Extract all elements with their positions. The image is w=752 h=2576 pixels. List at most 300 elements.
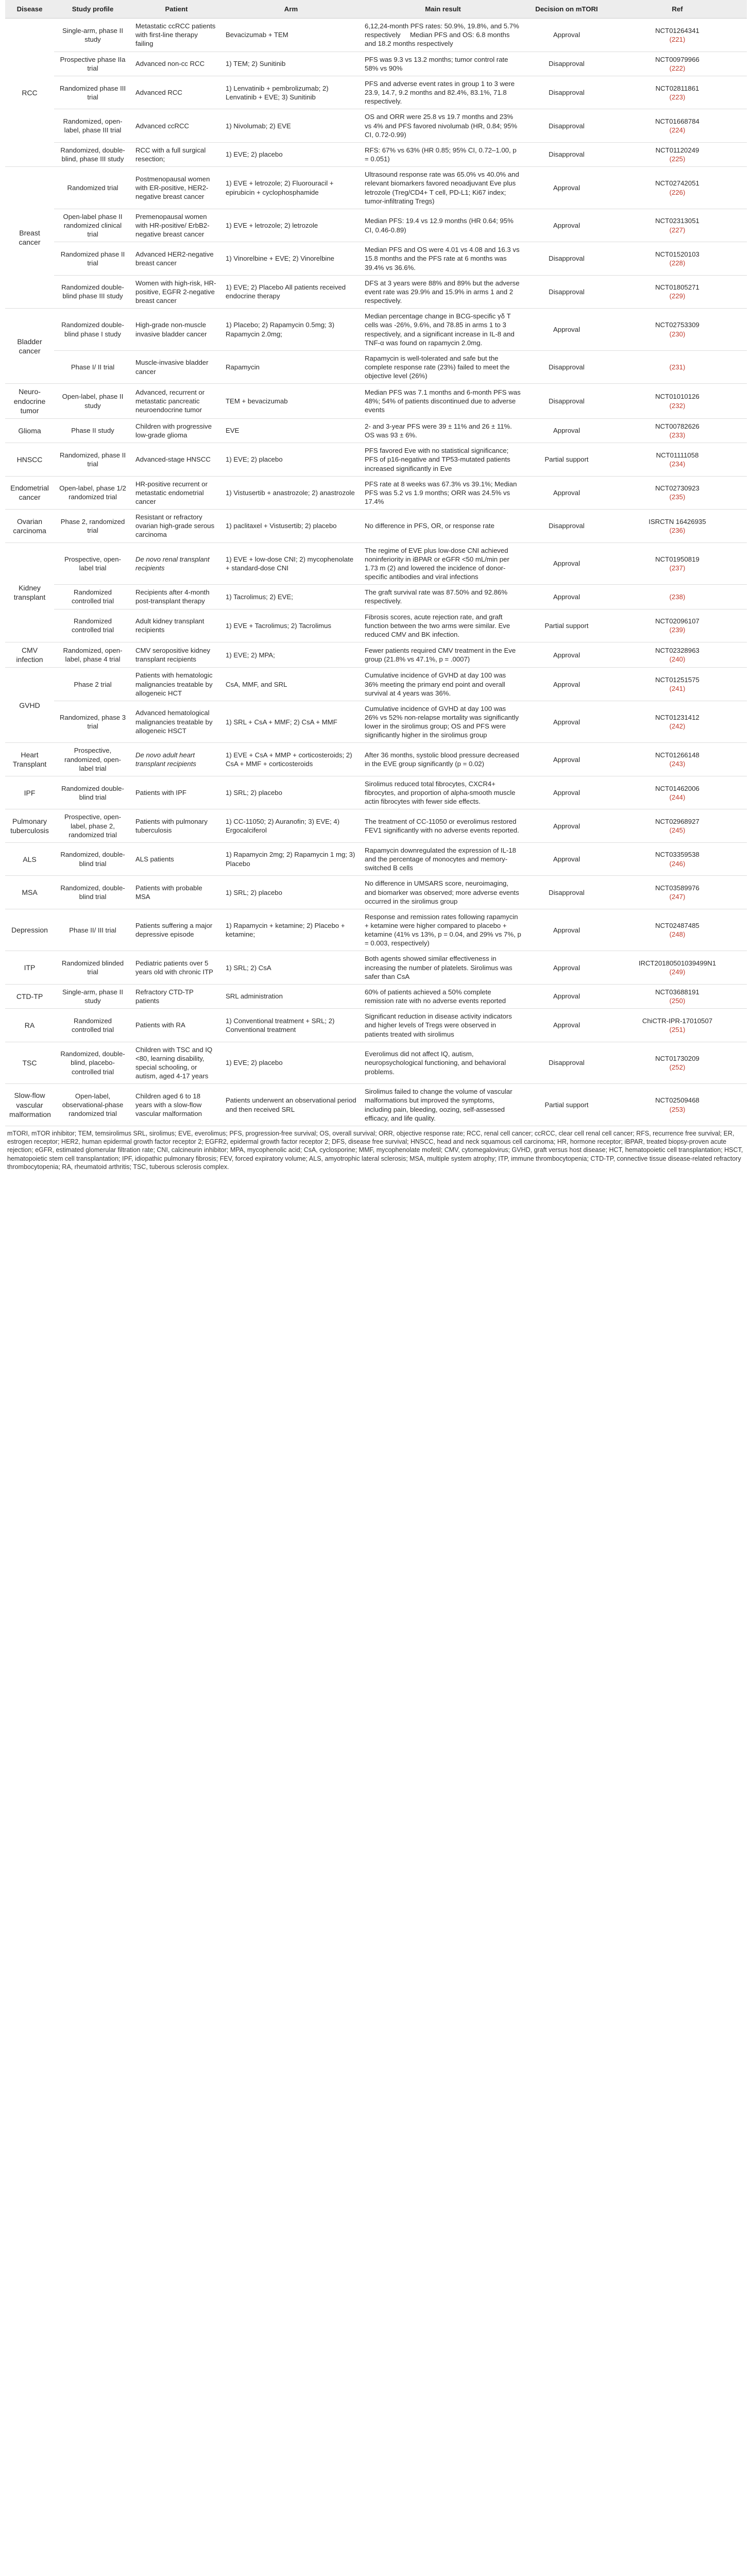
cell-ref xyxy=(608,167,747,209)
cell-main-result: Cumulative incidence of GVHD at day 100 was 26% vs 52% non-relapse mortality was significantly lower in the sirolimus group; OS and PFS were significantly higher in the sirolimus group xyxy=(361,701,525,743)
header-decision: Decision on mTORI xyxy=(525,0,608,19)
trial-id: NCT01805271 xyxy=(655,283,699,292)
cell-ref xyxy=(608,609,747,642)
trial-id: NCT03589976 xyxy=(655,884,699,892)
cell-ref xyxy=(608,809,747,842)
reference-link[interactable]: (223) xyxy=(669,93,686,101)
cell-arm: 1) Lenvatinib + pembrolizumab; 2) Lenvatinib + EVE; 3) Sunitinib xyxy=(221,76,361,109)
cell-study-profile: Open-label phase II randomized clinical trial xyxy=(54,209,131,242)
cell-ref xyxy=(608,1009,747,1042)
cell-decision: Approval xyxy=(525,1009,608,1042)
cell-study-profile: Prospective, randomized, open-label trial xyxy=(54,743,131,776)
cell-main-result: PFS was 9.3 vs 13.2 months; tumor control rate 58% vs 90% xyxy=(361,52,525,76)
cell-arm: 1) EVE; 2) MPA; xyxy=(221,642,361,668)
cell-arm: SRL administration xyxy=(221,984,361,1008)
cell-ref xyxy=(608,510,747,543)
cell-decision: Disapproval xyxy=(525,52,608,76)
cell-study-profile: Randomized phase III trial xyxy=(54,76,131,109)
cell-study-profile: Randomized double-blind phase I study xyxy=(54,309,131,351)
cell-ref xyxy=(608,418,747,443)
cell-decision: Partial support xyxy=(525,1084,608,1126)
cell-study-profile: Prospective, open-label trial xyxy=(54,543,131,585)
table-row xyxy=(5,876,747,909)
reference-link[interactable]: (222) xyxy=(669,64,686,72)
cell-study-profile: Single-arm, phase II study xyxy=(54,19,131,52)
cell-patient: High-grade non-muscle invasive bladder cancer xyxy=(131,309,221,351)
table-row xyxy=(5,384,747,419)
cell-ref xyxy=(608,19,747,52)
cell-disease: Heart Transplant xyxy=(5,743,54,776)
cell-decision: Partial support xyxy=(525,443,608,476)
cell-arm: 1) paclitaxel + Vistusertib; 2) placebo xyxy=(221,510,361,543)
document-page xyxy=(5,0,747,1171)
cell-decision: Approval xyxy=(525,642,608,668)
reference-link[interactable]: (236) xyxy=(669,526,686,534)
reference-link[interactable]: (244) xyxy=(669,793,686,801)
cell-arm: 1) Placebo; 2) Rapamycin 0.5mg; 3) Rapamycin 2.0mg; xyxy=(221,309,361,351)
trial-id: NCT02730923 xyxy=(655,484,699,493)
table-row xyxy=(5,984,747,1008)
reference-link[interactable]: (245) xyxy=(669,826,686,835)
reference-link[interactable]: (227) xyxy=(669,226,686,234)
trial-id: NCT01120249 xyxy=(655,146,699,154)
cell-patient: Children with progressive low-grade glioma xyxy=(131,418,221,443)
reference-link[interactable]: (243) xyxy=(669,760,686,768)
cell-study-profile: Phase II study xyxy=(54,418,131,443)
table-row xyxy=(5,242,747,275)
cell-patient: Advanced HER2-negative breast cancer xyxy=(131,242,221,275)
cell-decision: Disapproval xyxy=(525,242,608,275)
cell-study-profile: Randomized controlled trial xyxy=(54,585,131,609)
table-row xyxy=(5,951,747,984)
cell-main-result: After 36 months, systolic blood pressure decreased in the EVE group significantly (p = 0.02) xyxy=(361,743,525,776)
cell-main-result: PFS rate at 8 weeks was 67.3% vs 39.1%; Median PFS was 5.2 vs 1.9 months; ORR was 24.5% vs 17.4% xyxy=(361,476,525,509)
table-row xyxy=(5,909,747,951)
cell-study-profile: Randomized phase II trial xyxy=(54,242,131,275)
reference-link[interactable]: (232) xyxy=(669,401,686,410)
cell-ref xyxy=(608,951,747,984)
cell-ref xyxy=(608,585,747,609)
cell-arm: 1) SRL; 2) placebo xyxy=(221,876,361,909)
table-row xyxy=(5,1009,747,1042)
cell-decision: Approval xyxy=(525,167,608,209)
header-disease: Disease xyxy=(5,0,54,19)
cell-study-profile: Randomized, double-blind trial xyxy=(54,842,131,875)
cell-patient: Patients with hematologic malignancies treatable by allogeneic HCT xyxy=(131,668,221,701)
reference-link[interactable]: (234) xyxy=(669,460,686,468)
header-ref: Ref xyxy=(608,0,747,19)
reference-link[interactable]: (238) xyxy=(669,592,686,601)
table-row xyxy=(5,109,747,142)
cell-arm: EVE xyxy=(221,418,361,443)
trial-id: NCT02328963 xyxy=(655,647,699,655)
cell-main-result: Median PFS was 7.1 months and 6-month PFS was 48%; 54% of patients discontinued due to adverse events xyxy=(361,384,525,419)
trial-id: NCT01520103 xyxy=(655,250,699,258)
cell-ref xyxy=(608,443,747,476)
cell-main-result: 2- and 3-year PFS were 39 ± 11% and 26 ± 11%. OS was 93 ± 6%. xyxy=(361,418,525,443)
trial-id: NCT01462006 xyxy=(655,784,699,792)
cell-ref xyxy=(608,701,747,743)
cell-patient: Advanced non-cc RCC xyxy=(131,52,221,76)
cell-patient: Resistant or refractory ovarian high-grade serous carcinoma xyxy=(131,510,221,543)
cell-arm: 1) Vistusertib + anastrozole; 2) anastrozole xyxy=(221,476,361,509)
cell-main-result: PFS favored Eve with no statistical significance; PFS of p16-negative and TP53-mutated patients increased significantly in Eve xyxy=(361,443,525,476)
cell-study-profile: Randomized, phase II trial xyxy=(54,443,131,476)
cell-study-profile: Phase 2, randomized trial xyxy=(54,510,131,543)
cell-patient: Premenopausal women with HR-positive/ ErbB2-negative breast cancer xyxy=(131,209,221,242)
cell-arm: 1) Vinorelbine + EVE; 2) Vinorelbine xyxy=(221,242,361,275)
cell-arm: 1) TEM; 2) Sunitinib xyxy=(221,52,361,76)
cell-main-result: Sirolimus reduced total fibrocytes, CXCR4+ fibrocytes, and proportion of alpha-smooth muscle actin fibrocytes with fewer side effects. xyxy=(361,776,525,809)
trial-id: NCT01266148 xyxy=(655,751,699,759)
cell-decision: Approval xyxy=(525,809,608,842)
cell-arm: 1) EVE; 2) placebo xyxy=(221,1042,361,1084)
cell-disease: CTD-TP xyxy=(5,984,54,1008)
cell-decision: Disapproval xyxy=(525,1042,608,1084)
cell-ref xyxy=(608,776,747,809)
reference-link[interactable]: (240) xyxy=(669,655,686,664)
cell-disease: IPF xyxy=(5,776,54,809)
cell-study-profile: Single-arm, phase II study xyxy=(54,984,131,1008)
cell-main-result: Rapamycin downregulated the expression of IL-18 and the percentage of monocytes and memory-switched B cells xyxy=(361,842,525,875)
cell-study-profile: Prospective phase IIa trial xyxy=(54,52,131,76)
trial-id: NCT02968927 xyxy=(655,817,699,825)
cell-main-result: Significant reduction in disease activity indicators and higher levels of Tregs were observed in patients treated with sirolimus xyxy=(361,1009,525,1042)
cell-study-profile: Randomized, double-blind, phase III study xyxy=(54,142,131,166)
table-row xyxy=(5,52,747,76)
cell-patient: Patients suffering a major depressive episode xyxy=(131,909,221,951)
table-row xyxy=(5,275,747,308)
trial-id: NCT01950819 xyxy=(655,555,699,563)
cell-study-profile: Randomized double-blind phase III study xyxy=(54,275,131,308)
cell-study-profile: Prospective, open-label, phase 2, randomized trial xyxy=(54,809,131,842)
reference-link[interactable]: (239) xyxy=(669,626,686,634)
cell-arm: 1) EVE + Tacrolimus; 2) Tacrolimus xyxy=(221,609,361,642)
trial-id: NCT00979966 xyxy=(655,55,699,63)
cell-decision: Approval xyxy=(525,743,608,776)
cell-ref xyxy=(608,543,747,585)
reference-link[interactable]: (247) xyxy=(669,893,686,901)
cell-ref xyxy=(608,142,747,166)
cell-patient: Refractory CTD-TP patients xyxy=(131,984,221,1008)
cell-ref xyxy=(608,242,747,275)
cell-decision: Disapproval xyxy=(525,876,608,909)
header-study-profile: Study profile xyxy=(54,0,131,19)
cell-main-result: Both agents showed similar effectiveness in increasing the number of platelets. Sirolimus was safer than CsA xyxy=(361,951,525,984)
cell-arm: 1) EVE + CsA + MMP + corticosteroids; 2) CsA + MMF + corticosteroids xyxy=(221,743,361,776)
table-row xyxy=(5,668,747,701)
reference-link[interactable]: (221) xyxy=(669,35,686,43)
cell-main-result: Cumulative incidence of GVHD at day 100 was 36% meeting the primary end point and overall survival at 4 years was 36%. xyxy=(361,668,525,701)
table-row xyxy=(5,609,747,642)
cell-ref xyxy=(608,109,747,142)
cell-disease: Pulmonary tuberculosis xyxy=(5,809,54,842)
cell-decision: Approval xyxy=(525,668,608,701)
cell-arm: 1) SRL + CsA + MMF; 2) CsA + MMF xyxy=(221,701,361,743)
cell-disease: RA xyxy=(5,1009,54,1042)
cell-study-profile: Open-label, observational-phase randomized trial xyxy=(54,1084,131,1126)
cell-arm: 1) EVE; 2) placebo xyxy=(221,443,361,476)
cell-decision: Approval xyxy=(525,701,608,743)
table-row xyxy=(5,585,747,609)
cell-study-profile: Randomized blinded trial xyxy=(54,951,131,984)
table-row xyxy=(5,167,747,209)
cell-arm: 1) EVE + letrozole; 2) Fluorouracil + epirubicin + cyclophosphamide xyxy=(221,167,361,209)
cell-main-result: The regime of EVE plus low-dose CNI achieved noninferiority in iBPAR or eGFR <50 mL/min per 1.73 m (2) and lowered the incidence of donor-specific antibodies and viral infections xyxy=(361,543,525,585)
cell-ref xyxy=(608,876,747,909)
table-header-row xyxy=(5,0,747,19)
cell-main-result: Median percentage change in BCG-specific γδ T cells was -26%, 9.6%, and 78.85 in arms 1 to 3 respectively, and a significant increase in IL-8 and TNF-α was found on rapamycin 2.0mg. xyxy=(361,309,525,351)
cell-ref xyxy=(608,1084,747,1126)
cell-disease: CMV infection xyxy=(5,642,54,668)
reference-link[interactable]: (251) xyxy=(669,1025,686,1033)
cell-arm: Rapamycin xyxy=(221,350,361,383)
reference-link[interactable]: (226) xyxy=(669,188,686,196)
cell-decision: Approval xyxy=(525,984,608,1008)
cell-study-profile: Randomized, open-label, phase 4 trial xyxy=(54,642,131,668)
table-row xyxy=(5,743,747,776)
table-row xyxy=(5,76,747,109)
cell-arm: 1) EVE + low-dose CNI; 2) mycophenolate + standard-dose CNI xyxy=(221,543,361,585)
cell-main-result: No difference in PFS, OR, or response rate xyxy=(361,510,525,543)
cell-ref xyxy=(608,384,747,419)
trial-id: ChiCTR-IPR-17010507 xyxy=(642,1016,713,1025)
table-row xyxy=(5,19,747,52)
table-row xyxy=(5,809,747,842)
cell-arm: 1) EVE; 2) Placebo All patients received endocrine therapy xyxy=(221,275,361,308)
trial-id: NCT02509468 xyxy=(655,1096,699,1105)
cell-decision: Approval xyxy=(525,543,608,585)
cell-main-result: Median PFS and OS were 4.01 vs 4.08 and 16.3 vs 15.8 months and the PFS rate at 6 months was 39.4% vs 36.6%. xyxy=(361,242,525,275)
cell-decision: Approval xyxy=(525,842,608,875)
trial-id: NCT03359538 xyxy=(655,851,699,859)
cell-patient: ALS patients xyxy=(131,842,221,875)
cell-patient: Advanced-stage HNSCC xyxy=(131,443,221,476)
cell-decision: Disapproval xyxy=(525,76,608,109)
trial-id: NCT03688191 xyxy=(655,988,699,996)
cell-disease: Depression xyxy=(5,909,54,951)
table-body xyxy=(5,19,747,1126)
table-row xyxy=(5,443,747,476)
trial-id: NCT01010126 xyxy=(655,393,699,401)
reference-link[interactable]: (224) xyxy=(669,126,686,134)
cell-patient: RCC with a full surgical resection; xyxy=(131,142,221,166)
clinical-trials-table xyxy=(5,0,747,1126)
cell-main-result: Fewer patients required CMV treatment in the Eve group (21.8% vs 47.1%, p = .0007) xyxy=(361,642,525,668)
table-row xyxy=(5,776,747,809)
cell-ref xyxy=(608,1042,747,1084)
cell-patient: Advanced, recurrent or metastatic pancreatic neuroendocrine tumor xyxy=(131,384,221,419)
table-footnote: mTORI, mTOR inhibitor; TEM, temsirolimus SRL, sirolimus; EVE, everolimus; PFS, progression-free survival; OS, overall survival; ORR, objective response rate; RCC, renal cell cancer; ccRCC, clear cell renal cell cancer; RFS, recurrence free survival; ER, estrogen receptor; HER2, human epidermal growth factor receptor 2; EGFR2, epidermal growth factor receptor 2; DFS, disease free survival; HNSCC, head and neck squamous cell carcinoma; HR, hormone receptor; iBPAR, treated biopsy-proven acute rejection; eGFR, estimated glomerular filtration rate; CNI, calcineurin inhibitor; MPA, mycophenolic acid; CsA, cyclosporine; MMF, mycophenolate mofetil; CMV, cytomegalovirus; GVHD, graft versus host disease; HCT, hematopoietic cell transplantation; HSCT, hematopoietic stem cell transplantation; IPF, idiopathic pulmonary fibrosis; FEV, forced expiratory volume; ALS, amyotrophic lateral sclerosis; MSA, multiple system atrophy; ITP, immune thrombocytopenia; CTD-TP, connective tissue disease-related refractory thrombocytopenia; RA, rheumatoid arthritis; TSC, tuberous sclerosis complex. xyxy=(7,1129,743,1171)
reference-link[interactable]: (252) xyxy=(669,1063,686,1071)
cell-study-profile: Open-label, phase 1/2 randomized trial xyxy=(54,476,131,509)
cell-patient: Muscle-invasive bladder cancer xyxy=(131,350,221,383)
cell-decision: Approval xyxy=(525,585,608,609)
trial-id: IRCT20180501039499N1 xyxy=(638,959,716,968)
cell-study-profile: Open-label, phase II study xyxy=(54,384,131,419)
cell-patient: Patients with RA xyxy=(131,1009,221,1042)
cell-patient: Advanced ccRCC xyxy=(131,109,221,142)
reference-link[interactable]: (229) xyxy=(669,292,686,300)
cell-arm: Patients underwent an observational period and then received SRL xyxy=(221,1084,361,1126)
cell-disease: Bladder cancer xyxy=(5,309,54,384)
reference-link[interactable]: (241) xyxy=(669,685,686,693)
cell-decision: Approval xyxy=(525,209,608,242)
cell-study-profile: Randomized trial xyxy=(54,167,131,209)
cell-arm: 1) EVE; 2) placebo xyxy=(221,142,361,166)
trial-id: NCT02313051 xyxy=(655,217,699,225)
cell-study-profile: Randomized, double-blind trial xyxy=(54,876,131,909)
cell-study-profile: Randomized controlled trial xyxy=(54,1009,131,1042)
header-main-result: Main result xyxy=(361,0,525,19)
cell-main-result: Everolimus did not affect IQ, autism, neuropsychological functioning, and behavioral problems. xyxy=(361,1042,525,1084)
trial-id: NCT02753309 xyxy=(655,321,699,329)
cell-decision: Approval xyxy=(525,418,608,443)
trial-id: NCT02096107 xyxy=(655,617,699,625)
cell-main-result: The graft survival rate was 87.50% and 92.86% respectively. xyxy=(361,585,525,609)
reference-link[interactable]: (235) xyxy=(669,493,686,501)
cell-patient: Metastatic ccRCC patients with first-line therapy failing xyxy=(131,19,221,52)
table-row xyxy=(5,418,747,443)
cell-disease: HNSCC xyxy=(5,443,54,476)
trial-id: ISRCTN 16426935 xyxy=(648,517,706,526)
reference-link[interactable]: (250) xyxy=(669,997,686,1005)
cell-main-result: OS and ORR were 25.8 vs 19.7 months and 23% vs 4% and PFS favored nivolumab (HR, 0.84; 95% CI, 0.72-0.99) xyxy=(361,109,525,142)
cell-decision: Approval xyxy=(525,776,608,809)
cell-disease: ITP xyxy=(5,951,54,984)
cell-arm: TEM + bevacizumab xyxy=(221,384,361,419)
table-row xyxy=(5,510,747,543)
cell-study-profile: Randomized, phase 3 trial xyxy=(54,701,131,743)
trial-id: NCT01730209 xyxy=(655,1054,699,1062)
cell-arm: 1) Tacrolimus; 2) EVE; xyxy=(221,585,361,609)
trial-id: NCT02742051 xyxy=(655,179,699,188)
cell-study-profile: Randomized, double-blind, placebo-controlled trial xyxy=(54,1042,131,1084)
cell-decision: Disapproval xyxy=(525,275,608,308)
reference-link[interactable]: (248) xyxy=(669,930,686,939)
cell-ref xyxy=(608,476,747,509)
table-row xyxy=(5,642,747,668)
trial-id: NCT01251575 xyxy=(655,675,699,684)
table-row xyxy=(5,209,747,242)
cell-arm: 1) SRL; 2) CsA xyxy=(221,951,361,984)
cell-patient: Pediatric patients over 5 years old with chronic ITP xyxy=(131,951,221,984)
reference-link[interactable]: (230) xyxy=(669,330,686,338)
cell-ref xyxy=(608,76,747,109)
cell-arm: 1) Rapamycin 2mg; 2) Rapamycin 1 mg; 3) Placebo xyxy=(221,842,361,875)
reference-link[interactable]: (249) xyxy=(669,968,686,976)
reference-link[interactable]: (231) xyxy=(669,363,686,371)
cell-main-result: The treatment of CC-11050 or everolimus restored FEV1 significantly with no adverse events reported. xyxy=(361,809,525,842)
cell-main-result: DFS at 3 years were 88% and 89% but the adverse event rate was 29.9% and 15.9% in arms 1 and 2 respectively. xyxy=(361,275,525,308)
reference-link[interactable]: (225) xyxy=(669,155,686,163)
trial-id: NCT01668784 xyxy=(655,117,699,125)
cell-disease: Slow-flow vascular malformation xyxy=(5,1084,54,1126)
cell-ref xyxy=(608,842,747,875)
cell-patient: Children aged 6 to 18 years with a slow-flow vascular malformation xyxy=(131,1084,221,1126)
header-patient: Patient xyxy=(131,0,221,19)
cell-decision: Disapproval xyxy=(525,350,608,383)
cell-decision: Approval xyxy=(525,476,608,509)
cell-patient: Patients with pulmonary tuberculosis xyxy=(131,809,221,842)
cell-patient: Advanced hematological malignancies treatable by allogeneic HSCT xyxy=(131,701,221,743)
cell-ref xyxy=(608,743,747,776)
cell-patient: HR-positive recurrent or metastatic endometrial cancer xyxy=(131,476,221,509)
cell-disease: Breast cancer xyxy=(5,167,54,309)
cell-study-profile: Randomized controlled trial xyxy=(54,609,131,642)
cell-patient: Patients with IPF xyxy=(131,776,221,809)
cell-study-profile: Randomized, open-label, phase III trial xyxy=(54,109,131,142)
cell-study-profile: Phase I/ II trial xyxy=(54,350,131,383)
reference-link[interactable]: (246) xyxy=(669,859,686,868)
cell-patient: Patients with probable MSA xyxy=(131,876,221,909)
cell-ref xyxy=(608,350,747,383)
cell-patient: Postmenopausal women with ER-positive, HER2-negative breast cancer xyxy=(131,167,221,209)
header-arm: Arm xyxy=(221,0,361,19)
reference-link[interactable]: (228) xyxy=(669,259,686,267)
cell-disease: ALS xyxy=(5,842,54,875)
cell-study-profile: Phase II/ III trial xyxy=(54,909,131,951)
cell-decision: Disapproval xyxy=(525,142,608,166)
cell-patient: Recipients after 4-month post-transplant therapy xyxy=(131,585,221,609)
trial-id: NCT02487485 xyxy=(655,921,699,929)
trial-id: NCT01264341 xyxy=(655,26,699,35)
table-row xyxy=(5,1084,747,1126)
cell-ref xyxy=(608,984,747,1008)
trial-id: NCT01231412 xyxy=(655,714,699,721)
cell-patient: Adult kidney transplant recipients xyxy=(131,609,221,642)
reference-link[interactable]: (233) xyxy=(669,431,686,439)
table-row xyxy=(5,142,747,166)
trial-id: NCT02811861 xyxy=(655,84,699,92)
cell-ref xyxy=(608,668,747,701)
reference-link[interactable]: (253) xyxy=(669,1105,686,1113)
cell-arm: 1) Conventional treatment + SRL; 2) Conventional treatment xyxy=(221,1009,361,1042)
cell-decision: Approval xyxy=(525,951,608,984)
cell-main-result: Sirolimus failed to change the volume of vascular malformations but improved the symptoms, including pain, bleeding, oozing, self-assessed efficacy, and life quality. xyxy=(361,1084,525,1126)
cell-ref xyxy=(608,642,747,668)
cell-patient: Women with high-risk, HR-positive, EGFR 2-negative breast cancer xyxy=(131,275,221,308)
trial-id: NCT01111058 xyxy=(656,451,699,459)
cell-main-result: Rapamycin is well-tolerated and safe but the complete response rate (23%) failed to meet the objective level (26%) xyxy=(361,350,525,383)
cell-disease: RCC xyxy=(5,19,54,167)
cell-arm: Bevacizumab + TEM xyxy=(221,19,361,52)
cell-study-profile: Phase 2 trial xyxy=(54,668,131,701)
cell-patient: De novo adult heart transplant recipients xyxy=(131,743,221,776)
cell-ref xyxy=(608,909,747,951)
cell-decision: Approval xyxy=(525,909,608,951)
reference-link[interactable]: (242) xyxy=(669,722,686,731)
cell-disease: TSC xyxy=(5,1042,54,1084)
reference-link[interactable]: (237) xyxy=(669,564,686,572)
cell-decision: Disapproval xyxy=(525,384,608,419)
cell-ref xyxy=(608,309,747,351)
cell-decision: Disapproval xyxy=(525,109,608,142)
cell-main-result: PFS and adverse event rates in group 1 to 3 were 23.9, 14.7, 9.2 months and 82.4%, 83.1%, 71.8 respectively. xyxy=(361,76,525,109)
cell-study-profile: Randomized double-blind trial xyxy=(54,776,131,809)
cell-disease: MSA xyxy=(5,876,54,909)
cell-ref xyxy=(608,209,747,242)
cell-decision: Disapproval xyxy=(525,510,608,543)
table-row xyxy=(5,842,747,875)
cell-main-result: Median PFS: 19.4 vs 12.9 months (HR 0.64; 95% CI, 0.46-0.89) xyxy=(361,209,525,242)
cell-main-result: Ultrasound response rate was 65.0% vs 40.0% and relevant biomarkers favored neoadjuvant Eve plus letrozole (Treg/CD4+ T cell, PD-L1; Ki67 index; tumor-infiltrating Tregs) xyxy=(361,167,525,209)
table-row xyxy=(5,543,747,585)
trial-id: NCT00782626 xyxy=(655,422,699,430)
cell-disease: Ovarian carcinoma xyxy=(5,510,54,543)
cell-ref xyxy=(608,52,747,76)
table-row xyxy=(5,476,747,509)
